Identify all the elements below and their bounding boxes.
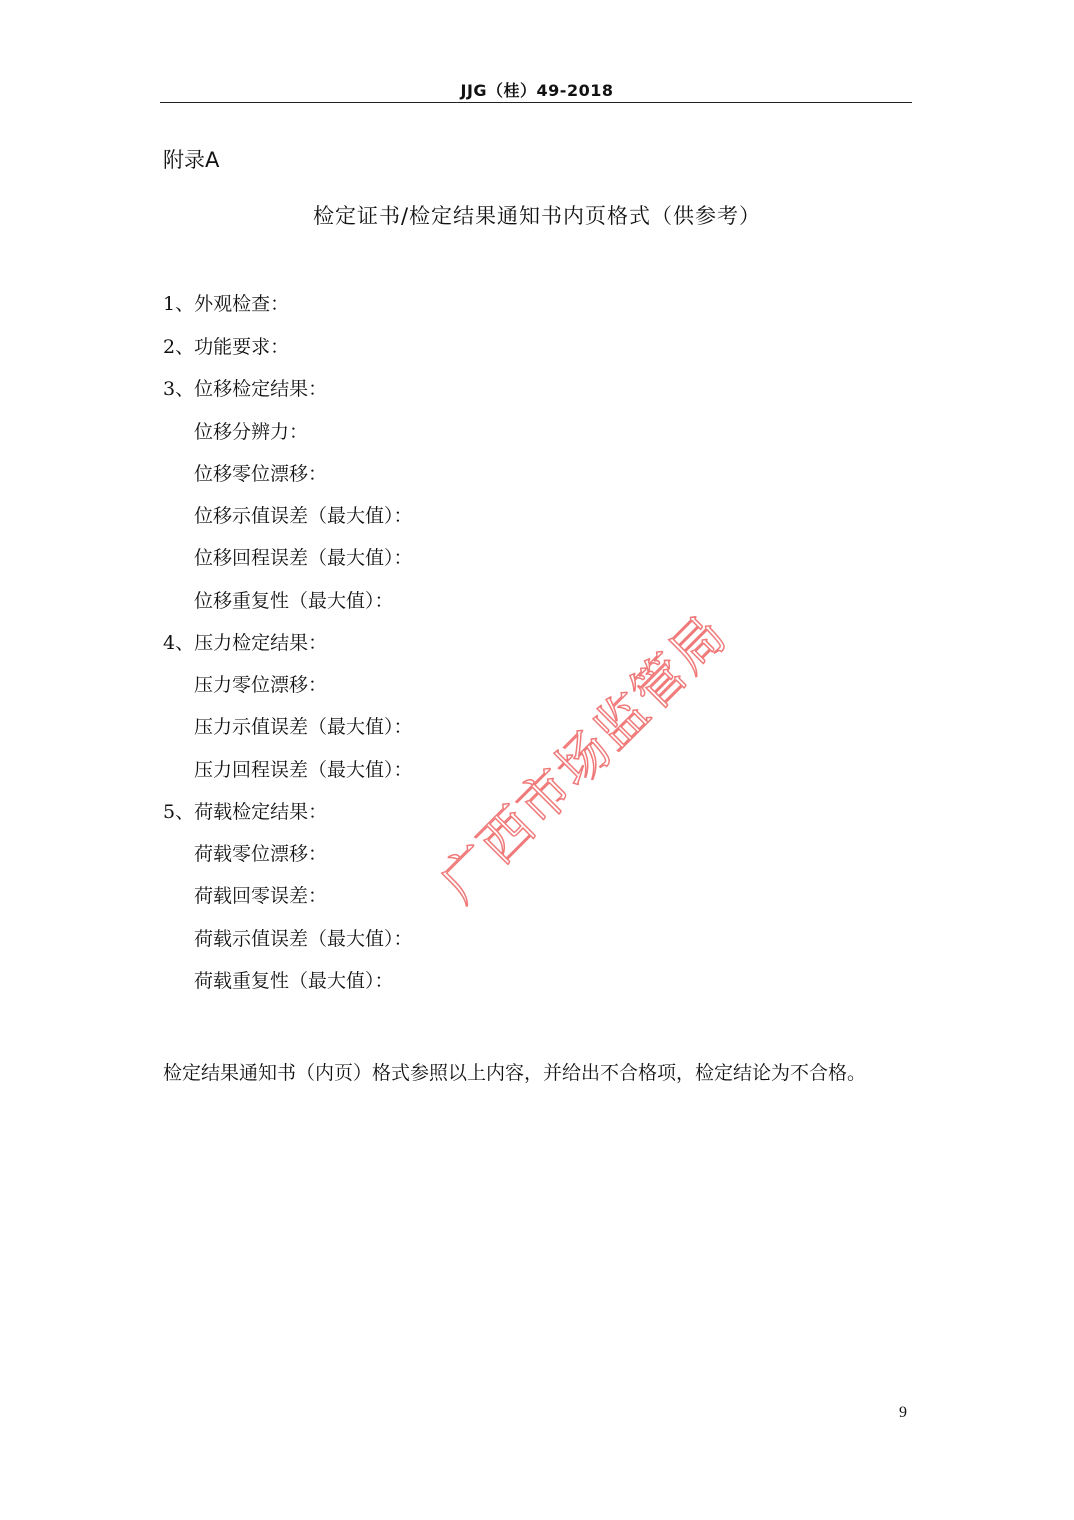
document-title: 检定证书/检定结果通知书内页格式（供参考） — [312, 204, 762, 228]
appendix-label: 附录A — [163, 148, 220, 172]
item-load-return-zero-error: 荷载回零误差： — [194, 885, 328, 907]
item-pressure-zero-drift: 压力零位漂移： — [194, 674, 328, 696]
item-pressure-hysteresis-error: 压力回程误差（最大值）： — [194, 759, 413, 781]
item-appearance-check: 1、外观检查： — [163, 293, 290, 315]
item-function-requirements: 2、功能要求： — [163, 336, 290, 358]
agency-watermark: 广西市场监管局 — [429, 604, 740, 914]
note-paragraph: 检定结果通知书（内页）格式参照以上内容，并给出不合格项，检定结论为不合格。 — [163, 1062, 867, 1084]
item-displacement-indication-error: 位移示值误差（最大值）： — [194, 505, 413, 527]
standard-code-header: JJG（桂）49-2018 — [460, 81, 614, 100]
item-pressure-results: 4、压力检定结果： — [163, 632, 328, 654]
header-divider — [160, 102, 912, 103]
item-displacement-results: 3、位移检定结果： — [163, 378, 328, 400]
item-displacement-repeatability: 位移重复性（最大值）： — [194, 590, 394, 612]
item-pressure-indication-error: 压力示值误差（最大值）： — [194, 716, 413, 738]
item-load-zero-drift: 荷载零位漂移： — [194, 843, 328, 865]
item-load-indication-error: 荷载示值误差（最大值）： — [194, 928, 413, 950]
item-displacement-resolution: 位移分辨力： — [194, 421, 309, 443]
page-number: 9 — [899, 1404, 907, 1421]
item-displacement-hysteresis-error: 位移回程误差（最大值）： — [194, 547, 413, 569]
item-displacement-zero-drift: 位移零位漂移： — [194, 463, 328, 485]
item-load-results: 5、荷载检定结果： — [163, 801, 328, 823]
item-load-repeatability: 荷载重复性（最大值）： — [194, 970, 394, 992]
